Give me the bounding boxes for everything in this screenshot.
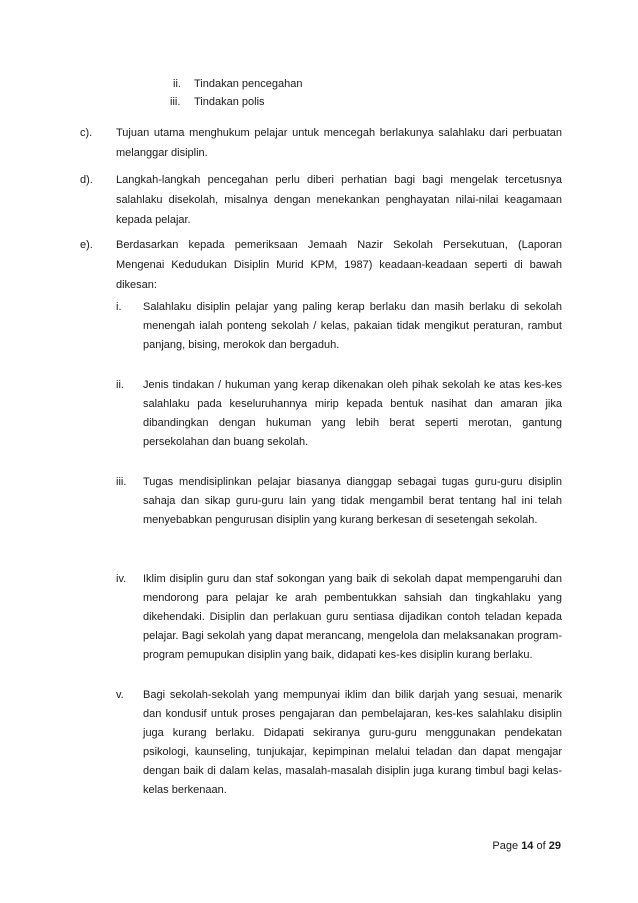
top-list-text-iii: Tindakan polis [194, 96, 265, 108]
top-list-text-ii: Tindakan pencegahan [194, 78, 303, 90]
sub-item-text-iv: Iklim disiplin guru dan staf sokongan yang baik di sekolah dapat mempengaruhi dan mendorong para pelajar ke arah pembentukkan sahsiah dan tingkahlaku yang dikehendaki. Disiplin dan perlakuan guru sentiasa dijadikan contoh teladan kepada pelajar. Bagi sekolah yang dapat merancang, mengelola dan melaksanakan program-program pemupukan disiplin yang baik, didapati kes-kes disiplin kurang berlaku. [143, 573, 562, 661]
sub-item-num-ii: ii. [116, 379, 124, 391]
item-marker-e: e). [80, 239, 93, 251]
top-list-num-iii: iii. [170, 96, 181, 108]
sub-item-text-ii: Jenis tindakan / hukuman yang kerap dikenakan oleh pihak sekolah ke atas kes-kes salahlaku pada keseluruhannya mirip kepada bentuk nasihat dan amaran jika dibandingkan dengan hukuman yang lebih berat seperti merotan, gantung persekolahan dan buang sekolah. [143, 379, 562, 448]
footer-of-label: of [536, 840, 546, 852]
sub-item-text-iii: Tugas mendisiplinkan pelajar biasanya dianggap sebagai tugas guru-guru disiplin sahaja dan sikap guru-guru lain yang tidak mengambil berat tentang hal ini telah menyebabkan pengurusan disiplin yang kurang berkesan di sesetengah sekolah. [143, 476, 562, 526]
sub-item-text-i: Salahlaku disiplin pelajar yang paling kerap berlaku dan masih berlaku di sekolah menengah ialah ponteng sekolah / kelas, pakaian tidak mengikut peraturan, rambut panjang, bising, merokok dan bergaduh. [143, 301, 562, 351]
item-text-e: Berdasarkan kepada pemeriksaan Jemaah Nazir Sekolah Persekutuan, (Laporan Mengenai Kedudukan Disiplin Murid KPM, 1987) keadaan-keadaan seperti di bawah dikesan: [116, 239, 562, 291]
sub-item-num-i: i. [116, 301, 122, 313]
sub-item-text-v: Bagi sekolah-sekolah yang mempunyai iklim dan bilik darjah yang sesuai, menarik dan kondusif untuk proses pengajaran dan pembelajaran, kes-kes salahlaku disiplin juga kurang berlaku. Didapati sekiranya guru-guru menggunakan pendekatan psikologi, kaunseling, tunjukajar, kepimpinan melalui teladan dan dapat mengajar dengan baik di dalam kelas, masalah-masalah disiplin juga kurang timbul bagi kelas-kelas berkenaan. [143, 689, 562, 796]
item-text-c: Tujuan utama menghukum pelajar untuk mencegah berlakunya salahlaku dari perbuatan melanggar disiplin. [116, 127, 562, 159]
footer-page-total: 29 [548, 840, 561, 852]
item-marker-c: c). [80, 127, 93, 139]
top-list-num-ii: ii. [173, 78, 181, 90]
sub-item-num-iv: iv. [116, 573, 127, 585]
page-footer [492, 839, 561, 853]
sub-item-num-v: v. [116, 689, 124, 701]
item-marker-d: d). [80, 174, 93, 186]
footer-page-label: Page [492, 840, 519, 852]
sub-item-num-iii: iii. [116, 476, 127, 488]
footer-page-number: 14 [521, 840, 534, 852]
item-text-d: Langkah-langkah pencegahan perlu diberi perhatian bagi bagi mengelak tercetusnya salahlaku disekolah, misalnya dengan menekankan penghayatan nilai-nilai keagamaan kepada pelajar. [116, 174, 562, 226]
